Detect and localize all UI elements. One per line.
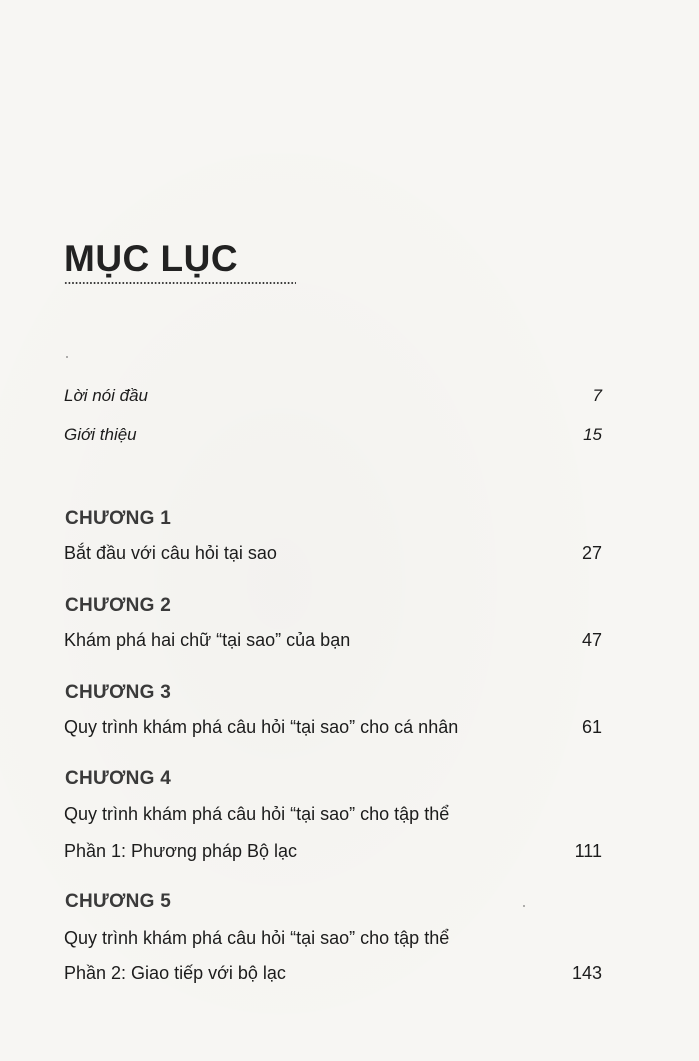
- chapter-heading: CHƯƠNG 3: [65, 682, 172, 703]
- toc-title: MỤC LỤC: [64, 238, 239, 279]
- entry-label: Bắt đầu với câu hỏi tại sao: [64, 543, 277, 563]
- entry-page-number: 7: [592, 386, 602, 405]
- entry-page-number: 47: [581, 630, 602, 650]
- entry-page-number: 111: [574, 841, 602, 861]
- entry-label: Giới thiệu: [64, 425, 137, 444]
- entry-page-number: 143: [571, 963, 602, 983]
- entry-label: Phần 1: Phương pháp Bộ lạc: [64, 841, 298, 861]
- entry-label: Lời nói đầu: [64, 386, 149, 405]
- entry-label: Khám phá hai chữ “tại sao” của bạn: [64, 630, 351, 650]
- chapter-heading: CHƯƠNG 4: [65, 768, 172, 789]
- entry-label: Quy trình khám phá câu hỏi “tại sao” cho tập thể: [64, 928, 450, 948]
- title-dotted-rule: [64, 281, 296, 285]
- entry-page-number: 15: [583, 425, 602, 444]
- entry-label: Phần 2: Giao tiếp với bộ lạc: [64, 963, 286, 983]
- entry-label: Quy trình khám phá câu hỏi “tại sao” cho tập thể: [64, 804, 450, 824]
- paper-speck: [523, 905, 525, 907]
- chapter-heading: CHƯƠNG 2: [65, 595, 172, 616]
- paper-speck: [66, 356, 68, 358]
- entry-page-number: 27: [581, 543, 602, 563]
- entry-label: Quy trình khám phá câu hỏi “tại sao” cho cá nhân: [64, 717, 459, 737]
- chapter-heading: CHƯƠNG 1: [65, 508, 172, 529]
- entry-page-number: 61: [581, 717, 602, 737]
- chapter-heading: CHƯƠNG 5: [65, 891, 172, 912]
